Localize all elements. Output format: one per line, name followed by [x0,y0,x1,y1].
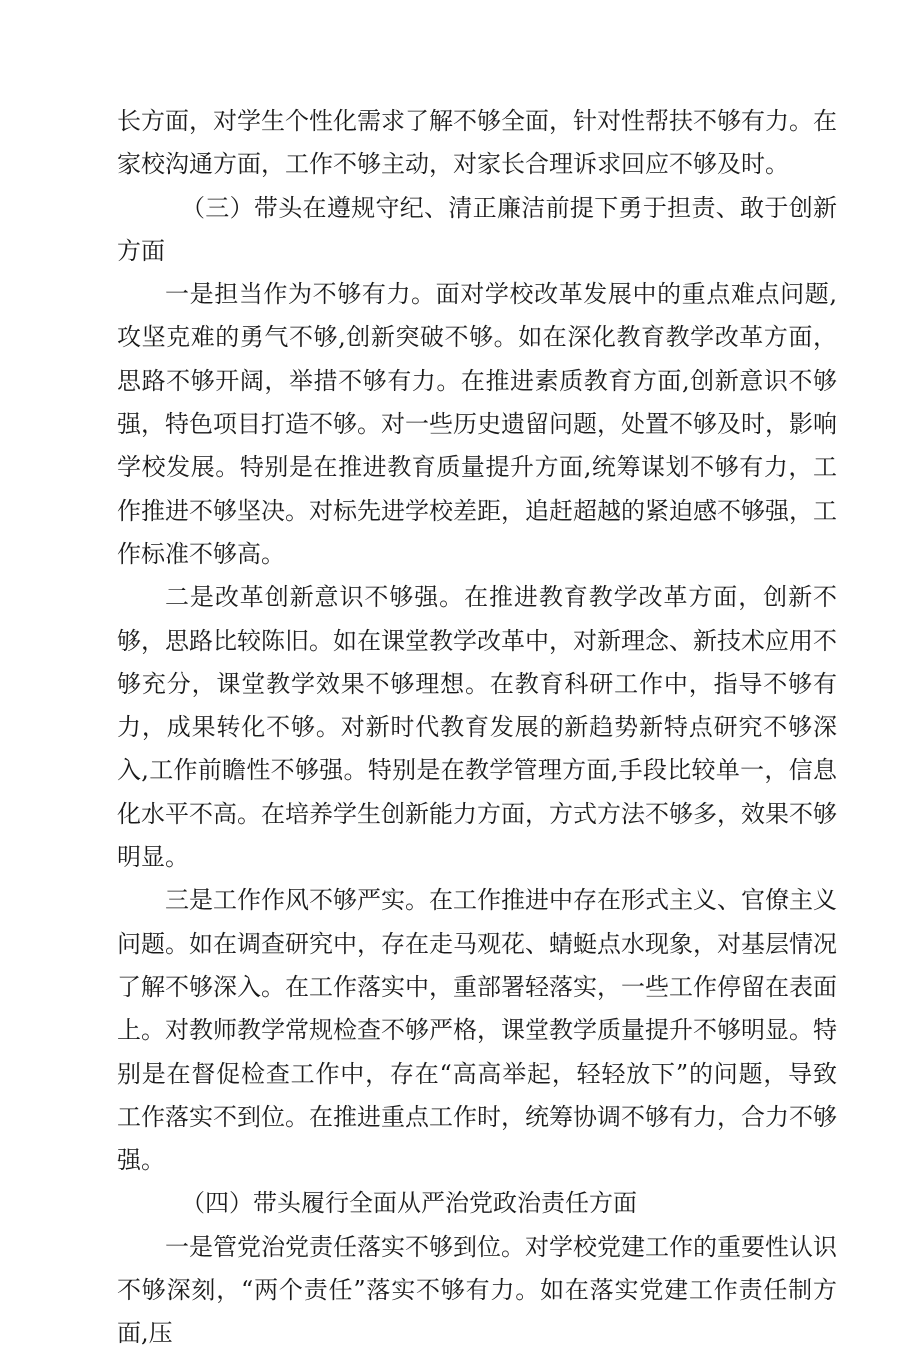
paragraph-responsibility: 一是担当作为不够有力。面对学校改革发展中的重点难点问题,攻坚克难的勇气不够,创新突破不够。如在深化教育教学改革方面，思路不够开阔，举措不够有力。在推进素质教育方面,创新意识不够强，特色项目打造不够。对一些历史遗留问题，处置不够及时，影响学校发展。特别是在推进教育质量提升方面,统筹谋划不够有力，工作推进不够坚决。对标先进学校差距，追赶超越的紧迫感不够强，工作标准不够高。 [117,280,837,568]
section-heading-four: （四）带头履行全面从严治党政治责任方面 [181,1189,637,1218]
paragraph-continuation: 长方面，对学生个性化需求了解不够全面，针对性帮扶不够有力。在家校沟通方面，工作不够主动，对家长合理诉求回应不够及时。 [117,107,837,179]
paragraph-innovation: 二是改革创新意识不够强。在推进教育教学改革方面，创新不够，思路比较陈旧。如在课堂教学改革中，对新理念、新技术应用不够充分，课堂教学效果不够理想。在教育科研工作中，指导不够有力，成果转化不够。对新时代教育发展的新趋势新特点研究不够深入,工作前瞻性不够强。特别是在教学管理方面,手段比较单一，信息化水平不高。在培养学生创新能力方面，方式方法不够多，效果不够明显。 [117,583,837,872]
paragraph-work-style: 三是工作作风不够严实。在工作推进中存在形式主义、官僚主义问题。如在调查研究中，存在走马观花、蜻蜓点水现象，对基层情况了解不够深入。在工作落实中，重部署轻落实，一些工作停留在表面上。对教师教学常规检查不够严格，课堂教学质量提升不够明显。特别是在督促检查工作中，存在“高高举起，轻轻放下”的问题，导致工作落实不到位。在推进重点工作时，统筹协调不够有力，合力不够强。 [117,886,837,1175]
section-heading-three: （三）带头在遵规守纪、清正廉洁前提下勇于担责、敢于创新方面 [117,193,837,265]
paragraph-party-governance: 一是管党治党责任落实不够到位。对学校党建工作的重要性认识不够深刻，“两个责任”落实不够有力。如在落实党建工作责任制方面,压 [117,1232,837,1348]
document-body [117,100,837,1356]
